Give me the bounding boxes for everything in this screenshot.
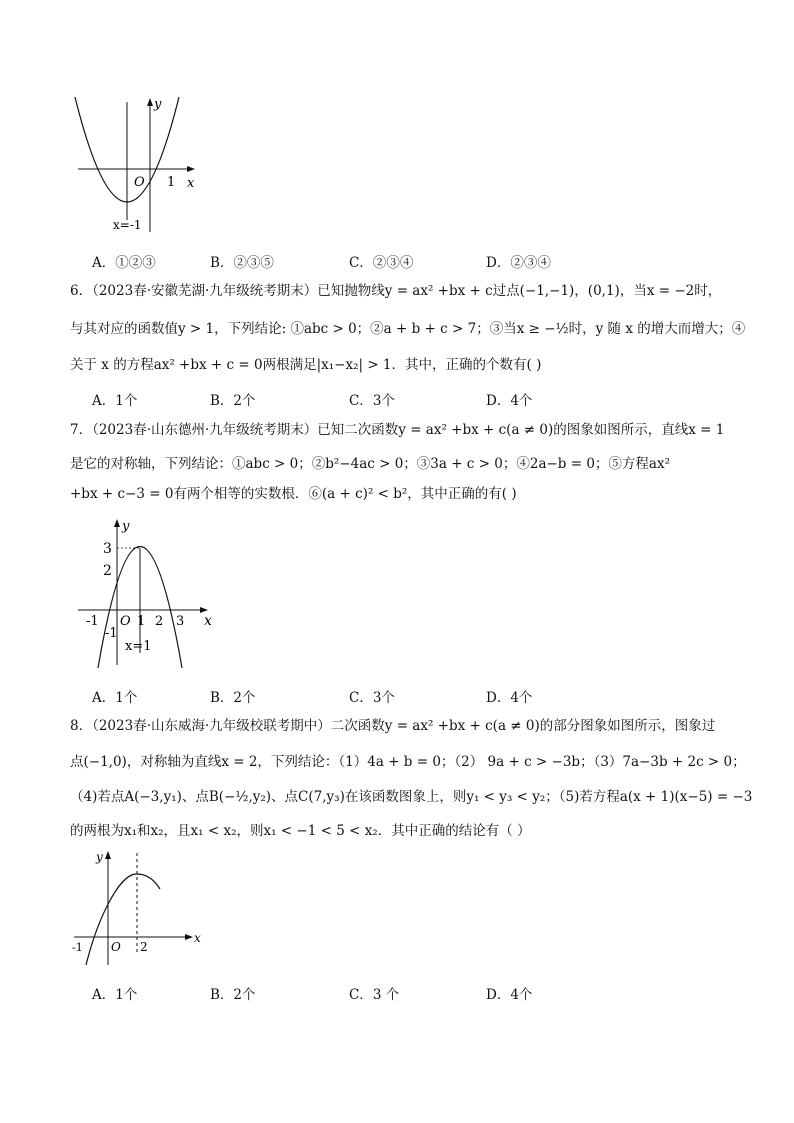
q7-line-3: +bx + c−3 = 0有两个相等的实数根．⑥(a + c)² < b²，其中正确的有( ) [70, 486, 517, 502]
q7-ytick--1: -1 [105, 626, 118, 641]
q8-line-4: 的两根为x₁和x₂，且x₁ < x₂，则x₁ < −1 < 5 < x₂．其中正确的结论有（ ） [70, 823, 531, 839]
q7-ytick-3: 3 [103, 541, 112, 557]
q8-line-1: 8．（2023春·山东威海·九年级校联考期中）二次函数y = ax² +bx + c(a ≠ 0)的部分图象如图所示，图象过 [70, 718, 716, 734]
q7-origin: O [120, 614, 131, 629]
q6-option-c: C．3个 [349, 393, 395, 409]
q6-option-d: D．4个 [486, 393, 533, 409]
q7-figure [72, 513, 222, 668]
q8-option-d: D．4个 [486, 987, 533, 1003]
q7-option-b: B．2个 [210, 690, 256, 706]
q5-tick-1: 1 [167, 175, 176, 190]
q5-origin: O [134, 175, 145, 190]
q8-option-a: A．1个 [92, 987, 138, 1003]
q7-option-c: C．3个 [349, 690, 395, 706]
q6-line-1: 6．（2023春·安徽芜湖·九年级统考期末）已知抛物线y = ax² +bx + c过点(−1,−1)，(0,1)，当x = −2时， [70, 283, 722, 299]
q5-option-b: B．②③⑤ [210, 255, 274, 271]
q5-axis-label: x=-1 [113, 218, 142, 232]
q5-option-c: C．②③④ [349, 255, 414, 271]
q8-option-b: B．2个 [210, 987, 256, 1003]
q8-y-arrow [105, 851, 111, 859]
q7-ytick-2: 2 [103, 563, 112, 579]
q5-x-arrow [187, 166, 195, 172]
q5-option-a: A．①②③ [92, 255, 156, 271]
q7-x-label: x [204, 613, 212, 629]
q7-xtick-1: 1 [137, 614, 146, 629]
q7-option-d: D．4个 [486, 690, 533, 706]
q7-line-1: 7．（2023春·山东德州·九年级统考期末）已知二次函数y = ax² +bx + c(a ≠ 0)的图象如图所示，直线x = 1 [70, 422, 725, 438]
q8-origin: O [111, 940, 121, 954]
q8-xtick--1: -1 [72, 941, 83, 954]
q5-y-arrow [147, 98, 153, 106]
q6-line-2: 与其对应的函数值y > 1，下列结论: ①abc > 0；②a + b + c > 7；③当x ≥ −½时，y 随 x 的增大而增大；④ [70, 321, 746, 337]
q5-y-label: y [154, 97, 162, 112]
q7-line-2: 是它的对称轴，下列结论：①abc > 0；②b²−4ac > 0；③3a + c > 0；④2a−b = 0；⑤方程ax² [70, 456, 671, 472]
q7-y-arrow [114, 519, 120, 527]
q7-xtick-3: 3 [176, 614, 185, 629]
q7-xtick--1: -1 [86, 614, 99, 629]
q8-line-3: （4)若点A(−3,y₁)、点B(−½,y₂)、点C(7,y₃)在该函数图象上，则y₁ < y₃ < y₂；（5)若方程a(x + 1)(x−5) = −3 [70, 789, 753, 805]
q8-y-label: y [96, 850, 103, 864]
q8-figure [70, 845, 210, 970]
q7-option-a: A．1个 [92, 690, 138, 706]
q8-option-c: C．3 个 [349, 987, 400, 1003]
q5-x-label: x [187, 176, 195, 191]
q6-option-b: B．2个 [210, 393, 256, 409]
q7-axis-label: x=1 [125, 639, 152, 654]
q6-line-3: 关于 x 的方程ax² +bx + c = 0两根满足|x₁−x₂| > 1．其中，正确的个数有( ) [70, 357, 542, 373]
q5-option-d: D．②③④ [486, 255, 551, 271]
q6-option-a: A．1个 [92, 393, 138, 409]
q8-parabola [86, 874, 160, 965]
q8-x-label: x [194, 931, 201, 945]
q7-y-label: y [122, 519, 130, 534]
q7-xtick-2: 2 [155, 614, 164, 629]
q8-line-2: 点(−1,0)，对称轴为直线x = 2，下列结论：（1）4a + b = 0；（2） 9a + c > −3b；（3）7a−3b + 2c > 0； [70, 754, 746, 770]
q5-figure [70, 92, 210, 242]
q8-xtick-2: 2 [140, 940, 148, 954]
q8-x-arrow [185, 934, 193, 940]
